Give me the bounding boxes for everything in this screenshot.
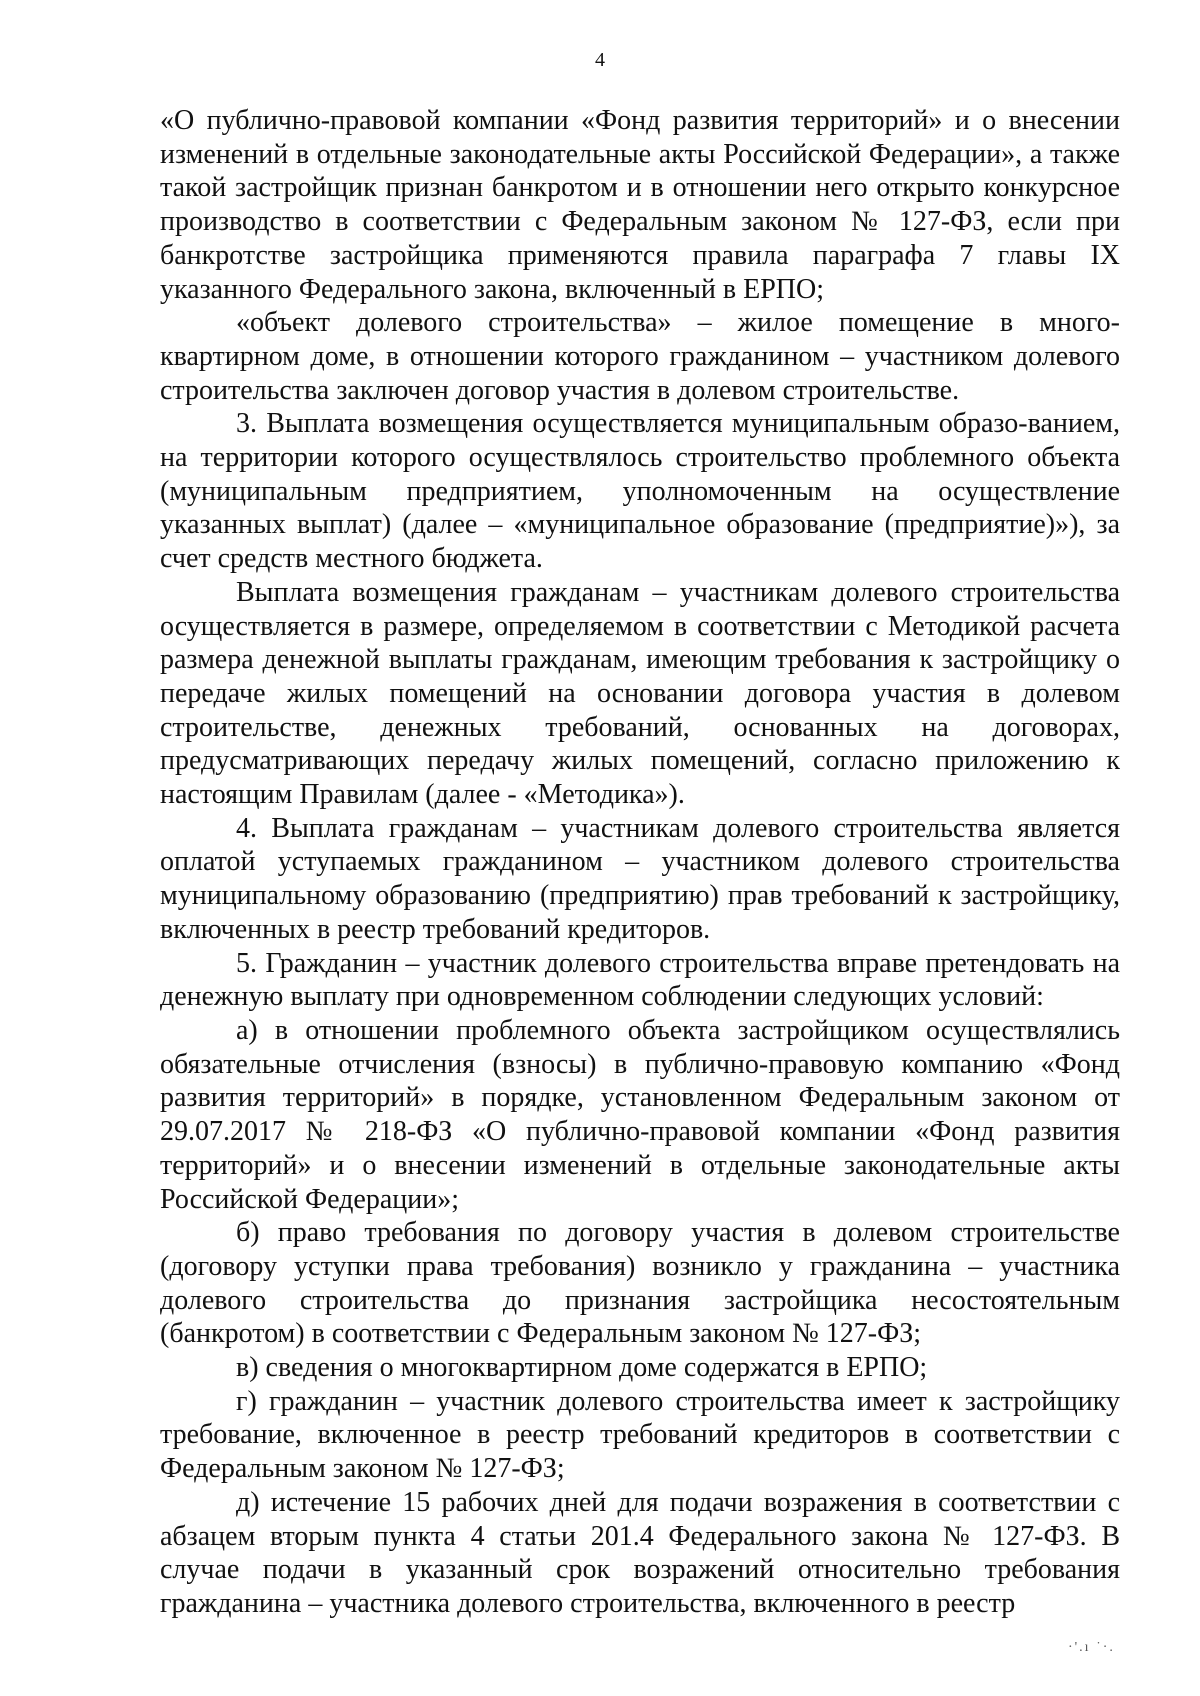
paragraph-shared-construction-object: «объект долевого строительства» – жилое помещение в много-квартирном доме, в отношении которого гражданином – участником долевого строительства заключен договор участия в долевом строительстве. (160, 307, 1120, 406)
paragraph-payment-amount: Выплата возмещения гражданам – участникам долевого строительства осуществляется в размере, определяемом в соответствии с Методикой расчета размера денежной выплаты гражданам, имеющим требования к застройщику о передаче жилых помещений на основании договора участия в долевом строительстве, денежных требований, основанных на договорах, предусматривающих передачу жилых помещений, согласно приложению к настоящим Правилам (далее - «Методика»). (160, 576, 1120, 811)
paragraph-fund-law-continuation: «О публично-правовой компании «Фонд развития территорий» и о внесении изменений в отдельные законодательные акты Российской Федерации», а также такой застройщик признан банкротом и в отношении него открыто конкурсное производство в соответствии с Федеральным законом № 127-ФЗ, если при банкротстве застройщика применяются правила параграфа 7 главы IX указанного Федерального закона, включенный в ЕРПО; (160, 105, 1120, 305)
document-body (160, 104, 1120, 1621)
paragraph-condition-b: б) право требования по договору участия в долевом строительстве (договору уступки права требования) возникло у гражданина – участника долевого строительства до признания застройщика несостоятельным (банкротом) в соответствии с Федеральным законом № 127-ФЗ; (160, 1217, 1120, 1350)
paragraph-condition-g: г) гражданин – участник долевого строительства имеет к застройщику требование, включенное в реестр требований кредиторов в соответствии с Федеральным законом № 127-ФЗ; (160, 1385, 1120, 1485)
paragraph-condition-a: а) в отношении проблемного объекта застройщиком осуществлялись обязательные отчисления (взносы) в публично-правовую компанию «Фонд развития территорий» в порядке, установленном Федеральным законом от 29.07.2017 № 218-ФЗ «О публично-правовой компании «Фонд развития территорий» и о внесении изменений в отдельные законодательные акты Российской Федерации»; (160, 1014, 1120, 1215)
paragraph-condition-v: в) сведения о многоквартирном доме содержатся в ЕРПО; (236, 1352, 928, 1384)
paragraph-item-4: 4. Выплата гражданам – участникам долевого строительства является оплатой уступаемых гражданином – участником долевого строительства муниципальному образованию (предприятию) прав требований к застройщику, включенных в реестр требований кредиторов. (160, 812, 1120, 945)
paragraph-item-5: 5. Гражданин – участник долевого строительства вправе претендовать на денежную выплату при одновременном соблюдении следующих условий: (160, 947, 1120, 1013)
scan-specks: ·'.ı ˙·. (1068, 1640, 1115, 1655)
paragraph-item-3: 3. Выплата возмещения осуществляется муниципальным образо-ванием, на территории которого осуществлялось строительство проблемного объекта (муниципальным предприятием, уполномоченным на осуществление указанных выплат) (далее – «муниципальное образование (предприятие)»), за счет средств местного бюджета. (160, 408, 1120, 575)
page-number: 4 (595, 49, 605, 71)
paragraph-condition-d: д) истечение 15 рабочих дней для подачи возражения в соответствии с абзацем вторым пункта 4 статьи 201.4 Федерального закона № 127-ФЗ. В случае подачи в указанный срок возражений относительно требования гражданина – участника долевого строительства, включенного в реестр (160, 1486, 1120, 1619)
